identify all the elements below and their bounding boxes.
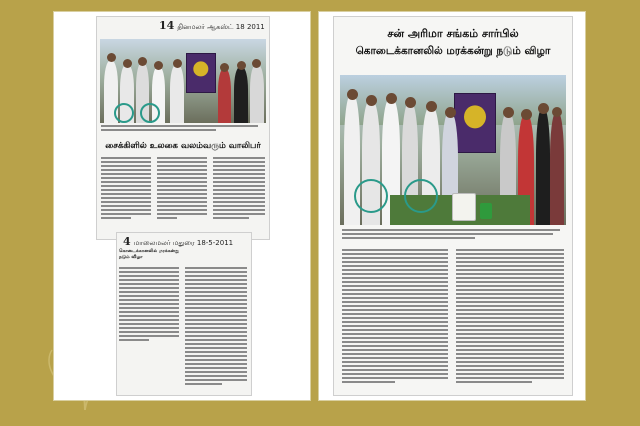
article-columns <box>119 267 247 391</box>
article-columns <box>101 157 265 235</box>
photo-caption <box>101 125 265 135</box>
lions-club-banner <box>186 53 216 93</box>
right-clipping-panel <box>318 11 586 401</box>
photo-caption <box>342 229 564 243</box>
bicycle <box>354 179 388 213</box>
news-photo <box>100 39 266 123</box>
bicycle <box>114 103 134 123</box>
newspaper-clipping-top <box>96 16 270 240</box>
clipping-headline: சைக்கிளில் உலகை வலம்வரும் வாலிபர் <box>105 141 261 151</box>
main-headline-line2: கொடைக்கானலில் மரக்கன்று நடும் விழா <box>355 45 551 57</box>
page-number: 4 <box>123 235 131 248</box>
article-columns <box>342 249 564 389</box>
clipping-headline: கொடைக்கானலில் மரக்கன்று நடும் விழா <box>119 249 179 260</box>
main-headline-line1: சன் அரிமா சங்கம் சார்பில் <box>387 27 519 40</box>
news-photo <box>340 75 566 225</box>
water-tub <box>452 193 476 221</box>
clipping-masthead: 14 தினமலர் ஆகஸ்ட் 18 2011 <box>159 19 265 32</box>
page-number: 14 <box>159 19 175 32</box>
lions-club-banner <box>454 93 496 153</box>
newspaper-clipping-main <box>333 16 573 396</box>
left-clipping-panel <box>53 11 311 401</box>
green-bucket <box>480 203 492 219</box>
clipping-masthead: 4 மாலைமலர் மதுரை 18-5-2011 <box>123 235 234 248</box>
newspaper-clipping-bottom <box>116 232 252 396</box>
